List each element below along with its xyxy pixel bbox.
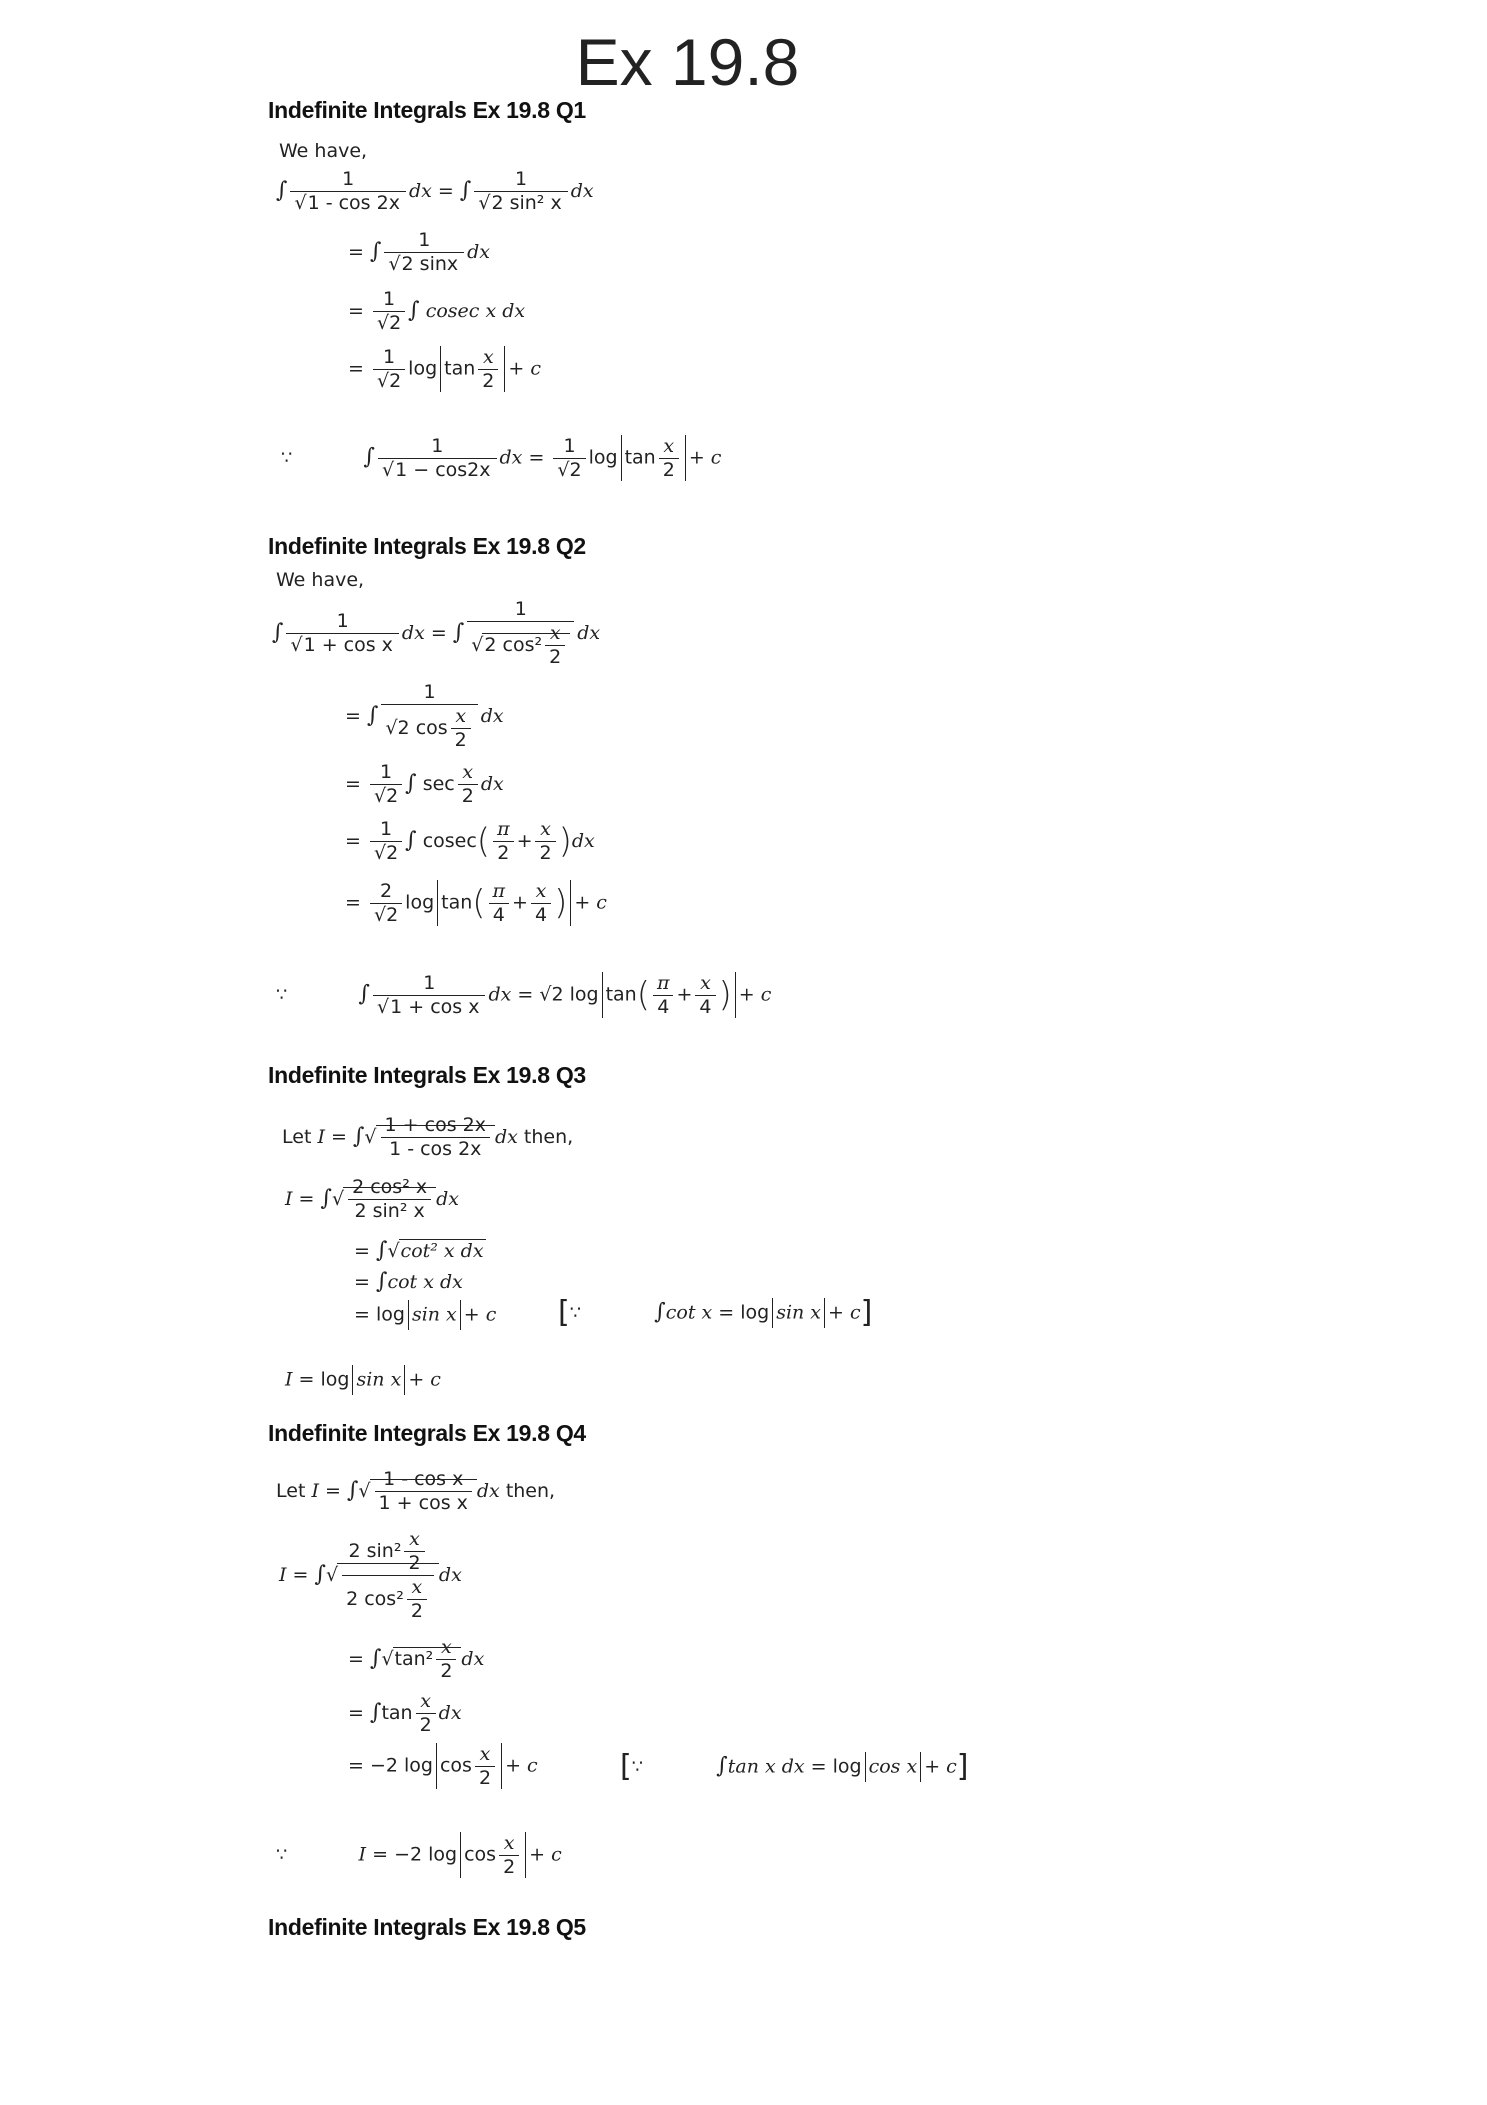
dx: dx bbox=[499, 446, 523, 469]
sec: sec bbox=[422, 773, 455, 795]
denominator: 2 cos² bbox=[346, 1588, 404, 1610]
dx: dx bbox=[480, 705, 504, 727]
denominator: 2 bbox=[461, 785, 474, 807]
radicand: 2 sin² x bbox=[491, 192, 562, 214]
denominator: 2 bbox=[419, 1714, 432, 1736]
heading-q5: Indefinite Integrals Ex 19.8 Q5 bbox=[268, 1914, 586, 1940]
radicand: cot² x dx bbox=[400, 1240, 484, 1262]
dx: dx bbox=[494, 1126, 518, 1148]
equals: = bbox=[528, 446, 545, 469]
since-symbol: ∵ bbox=[631, 1756, 645, 1778]
sqrt2: √2 bbox=[385, 717, 410, 739]
log: log bbox=[832, 1755, 862, 1778]
sqrt2-log: √2 log bbox=[539, 983, 599, 1006]
numerator: 1 bbox=[378, 437, 497, 459]
log: log bbox=[740, 1301, 770, 1324]
let-word: Let bbox=[276, 1480, 306, 1502]
q1-result: ∵ ∫ $\frac{1}{√1 - \cos 2x}$ dx = $\frac{1}{√2}$ log tan $\frac{x}{2}$ + c bbox=[281, 434, 722, 481]
q3-result bbox=[285, 1365, 441, 1395]
plus-c: + c bbox=[828, 1301, 861, 1324]
numerator: x bbox=[478, 348, 498, 370]
numerator: x bbox=[475, 1745, 495, 1767]
log: log bbox=[320, 1368, 350, 1391]
plus-c: + c bbox=[738, 983, 772, 1006]
log: log bbox=[405, 891, 435, 914]
denominator: √2 bbox=[376, 369, 402, 392]
q2-step-2: = ∫ 1 √2 cos $\frac{x}{2}$ dx bbox=[345, 681, 504, 751]
numerator: 1 bbox=[373, 974, 485, 996]
cosec: cosec bbox=[422, 830, 477, 852]
q2-step-5: = $\frac{2}{√2}$ log tan( $\frac{\pi}{4}$ + $\frac{x}{4}$ ) + c bbox=[345, 879, 607, 926]
plus-c: + c bbox=[408, 1368, 441, 1391]
plus-c: + c bbox=[574, 891, 607, 914]
q4-note: [∵ ∫tan x dx = log cos x + c] bbox=[620, 1749, 969, 1784]
denominator: 2 bbox=[497, 842, 510, 864]
q3-step-2: = ∫√cot² x dx bbox=[354, 1238, 484, 1263]
numerator: 1 bbox=[373, 348, 405, 370]
plus: + bbox=[512, 891, 528, 914]
denominator: √2 bbox=[557, 458, 582, 481]
numerator: x bbox=[499, 1834, 519, 1856]
numerator: x bbox=[458, 763, 478, 785]
cos: cos bbox=[439, 1754, 472, 1777]
numerator: 1 bbox=[381, 683, 477, 705]
equals: = bbox=[348, 1754, 364, 1777]
plus-c: + c bbox=[505, 1754, 538, 1777]
numerator: x bbox=[416, 1692, 436, 1714]
equals: = bbox=[348, 357, 364, 380]
equals: = bbox=[345, 773, 361, 795]
numerator: π bbox=[489, 882, 510, 904]
I-equals: I = bbox=[317, 1126, 347, 1148]
equals: = bbox=[437, 180, 454, 202]
denominator: 2 bbox=[478, 1766, 492, 1789]
numerator: 2 sin² bbox=[348, 1540, 402, 1562]
since-symbol: ∵ bbox=[281, 447, 294, 469]
dx: dx bbox=[488, 983, 512, 1006]
tan: tan bbox=[444, 357, 476, 380]
dx: dx bbox=[401, 622, 425, 644]
numerator: x bbox=[659, 437, 679, 459]
q1-step-3: = $\frac{1}{√2}$ ∫ cosec x dx bbox=[348, 288, 526, 334]
numerator: 1 - cos x bbox=[375, 1470, 472, 1492]
heading-q3: Indefinite Integrals Ex 19.8 Q3 bbox=[268, 1062, 586, 1088]
numerator: x bbox=[535, 820, 555, 842]
equals: = bbox=[354, 1303, 370, 1326]
log: log bbox=[408, 357, 438, 380]
numerator: π bbox=[493, 820, 514, 842]
sinx: sin x bbox=[356, 1368, 402, 1391]
I-equals: I = bbox=[311, 1480, 341, 1502]
equals: = bbox=[345, 705, 361, 727]
q1-step-4 bbox=[348, 346, 541, 392]
dx: dx bbox=[476, 1480, 500, 1502]
dx: dx bbox=[436, 1188, 459, 1210]
denominator: 2 bbox=[662, 458, 675, 481]
let-word: Let bbox=[282, 1126, 312, 1148]
dx: dx bbox=[438, 1564, 462, 1586]
q3-let: Let I = ∫√ $\frac{1 + \cos 2x}{1 - \cos 2x}$ dx then, bbox=[282, 1114, 574, 1160]
radicand: 1 − cos2x bbox=[395, 458, 491, 481]
denominator: 4 bbox=[699, 995, 712, 1018]
numerator: x bbox=[451, 707, 471, 729]
equals: = bbox=[348, 1702, 364, 1724]
numerator: x bbox=[695, 974, 715, 996]
I-equals: I = bbox=[285, 1368, 315, 1391]
cotx: cot x bbox=[665, 1301, 713, 1324]
then-word: then, bbox=[505, 1480, 556, 1502]
equals: = bbox=[430, 622, 447, 644]
denominator: 4 bbox=[657, 995, 670, 1018]
denominator: 4 bbox=[534, 903, 548, 926]
since-symbol: ∵ bbox=[569, 1302, 583, 1324]
denominator: 2 sin² x bbox=[354, 1200, 425, 1222]
equals: = bbox=[517, 983, 534, 1006]
denominator: 2 bbox=[549, 646, 562, 668]
denominator: 1 - cos 2x bbox=[389, 1138, 482, 1160]
dx: dx bbox=[571, 830, 595, 852]
equals: = bbox=[810, 1755, 827, 1778]
radicand: 1 + cos x bbox=[390, 995, 480, 1018]
dx: dx bbox=[467, 241, 491, 263]
dx: dx bbox=[577, 622, 601, 644]
equals: = bbox=[718, 1301, 735, 1324]
neg2log: −2 log bbox=[369, 1754, 433, 1777]
since-symbol: ∵ bbox=[276, 1844, 289, 1866]
denominator: 4 bbox=[492, 903, 505, 926]
dx: dx bbox=[461, 1648, 485, 1670]
log: log bbox=[588, 446, 618, 469]
numerator: 1 bbox=[290, 170, 405, 192]
denominator: 2 bbox=[539, 842, 552, 864]
plus: + bbox=[516, 830, 533, 852]
tanx-dx: tan x dx bbox=[727, 1755, 805, 1778]
q4-step-4 bbox=[348, 1743, 538, 1789]
numerator: 1 bbox=[384, 231, 464, 253]
dx: dx bbox=[570, 180, 594, 202]
tan: tan bbox=[624, 446, 656, 469]
dx: dx bbox=[438, 1702, 462, 1724]
numerator: 1 bbox=[286, 612, 398, 634]
I-equals: I = bbox=[285, 1188, 315, 1210]
numerator: 1 bbox=[553, 437, 585, 459]
q1-step-1: ∫ $\frac{1}{√1 - \cos 2x}$ dx = ∫ $\frac{1}{\text{√2 sin² x}}$ dx bbox=[276, 168, 594, 214]
denominator: 2 bbox=[410, 1600, 423, 1622]
denominator: 2 bbox=[408, 1552, 421, 1574]
denominator: 1 + cos x bbox=[378, 1492, 468, 1514]
I-equals: I = bbox=[279, 1564, 309, 1586]
numerator: 1 bbox=[467, 600, 574, 622]
q4-let: Let I = ∫√ $\frac{\text{1 - cos x}}{\text{1 + cos x}}$ dx then, bbox=[276, 1468, 556, 1514]
q2-result: ∵ ∫ $\frac{1}{\text{√1 + cos x}}$ dx = √2 log tan( $\frac{\pi}{4}$ + $\frac{x}{4}$ ) + c bbox=[276, 971, 772, 1018]
plus-c: + c bbox=[463, 1303, 497, 1326]
q2-step-3: = $\frac{1}{√2}$ ∫ sec $\frac{x}{2}$ dx bbox=[345, 761, 504, 807]
heading-q4: Indefinite Integrals Ex 19.8 Q4 bbox=[268, 1420, 586, 1446]
equals: = bbox=[345, 830, 361, 852]
denominator: 2 bbox=[440, 1660, 453, 1682]
numerator: 1 bbox=[373, 290, 405, 312]
denominator: √2 bbox=[373, 903, 399, 926]
numerator: x bbox=[545, 624, 565, 646]
tan-sq: tan² bbox=[394, 1648, 434, 1670]
tan: tan bbox=[381, 1702, 413, 1724]
denominator: √2 bbox=[373, 842, 399, 864]
numerator: x bbox=[531, 882, 551, 904]
numerator: 1 bbox=[474, 170, 567, 192]
radicand: 2 sinx bbox=[401, 253, 459, 275]
q1-we-have: We have, bbox=[279, 140, 368, 162]
equals: = bbox=[348, 300, 364, 322]
denominator: √2 bbox=[373, 785, 399, 807]
denominator: √2 bbox=[376, 312, 402, 334]
heading-q2: Indefinite Integrals Ex 19.8 Q2 bbox=[268, 533, 586, 559]
plus: + bbox=[676, 983, 693, 1006]
q1-step-2: = ∫ $\frac{1}{√2 \sin x}$ dx bbox=[348, 229, 491, 275]
sinx: sin x bbox=[411, 1303, 457, 1326]
heading-q1: Indefinite Integrals Ex 19.8 Q1 bbox=[268, 97, 586, 123]
q3-step-3: = ∫cot x dx bbox=[354, 1269, 463, 1294]
q2-we-have: We have, bbox=[276, 569, 365, 591]
sinx: sin x bbox=[776, 1301, 822, 1324]
numerator: 2 cos² x bbox=[348, 1178, 431, 1200]
plus-c: + c bbox=[508, 357, 541, 380]
plus-c: + c bbox=[924, 1755, 957, 1778]
q3-step-1: I = ∫√ $\frac{\text{2 cos² x}}{\text{2 sin² x}}$ dx bbox=[285, 1176, 459, 1222]
denominator: 2 bbox=[482, 369, 495, 392]
plus-c: + c bbox=[688, 446, 722, 469]
denominator: 2 bbox=[503, 1855, 516, 1878]
plus-c: + c bbox=[529, 1843, 562, 1866]
numerator: 2 bbox=[370, 882, 402, 904]
page-title: Ex 19.8 bbox=[575, 25, 800, 99]
dx: dx bbox=[408, 180, 432, 202]
dx: dx bbox=[480, 773, 504, 795]
I-equals: I = bbox=[358, 1843, 389, 1866]
equals: = bbox=[345, 891, 361, 914]
q4-result bbox=[276, 1832, 562, 1878]
tan: tan bbox=[441, 891, 473, 914]
radicand: 1 - cos 2x bbox=[307, 192, 400, 214]
tan: tan bbox=[605, 983, 637, 1006]
q3-note: [∵ ∫cot x = log sin x + c] bbox=[558, 1295, 873, 1330]
numerator: 1 bbox=[370, 763, 402, 785]
radicand: 1 + cos x bbox=[303, 634, 393, 656]
cos: cos bbox=[415, 717, 448, 739]
then-word: then, bbox=[523, 1126, 574, 1148]
radicand: 2 cos² bbox=[484, 634, 543, 656]
equals: = bbox=[348, 1648, 364, 1670]
q3-step-4 bbox=[354, 1300, 496, 1330]
equals: = bbox=[348, 241, 364, 263]
q2-step-4: = $\frac{1}{√2}$ ∫ cosec( $\frac{\pi}{2}$ + $\frac{x}{2}$ )dx bbox=[345, 818, 595, 864]
since-symbol: ∵ bbox=[276, 984, 289, 1006]
numerator: x bbox=[436, 1638, 456, 1660]
q4-step-1: I = ∫√ 2 sin² $\frac{x}{2}$ 2 cos² $\frac{x}{2}$ dx bbox=[279, 1528, 462, 1622]
q2-step-1: ∫ $\frac{1}{\text{√1 + cos x}}$ dx = ∫ 1 √2 cos² $\frac{x}{2}$ dx bbox=[272, 598, 601, 668]
integrand: cosec x dx bbox=[425, 300, 526, 322]
log: log bbox=[375, 1303, 405, 1326]
numerator: x bbox=[404, 1530, 424, 1552]
numerator: 1 bbox=[370, 820, 402, 842]
q4-step-2: = ∫√tan² $\frac{x}{2}$ dx bbox=[348, 1636, 485, 1682]
integrand: cot x dx bbox=[387, 1271, 463, 1293]
cos: cos bbox=[464, 1843, 497, 1866]
numerator: 1 + cos 2x bbox=[381, 1116, 490, 1138]
numerator: x bbox=[407, 1578, 427, 1600]
numerator: π bbox=[653, 974, 674, 996]
cosx: cos x bbox=[868, 1755, 918, 1778]
neg2log: −2 log bbox=[394, 1843, 458, 1866]
q4-step-3: = ∫tan $\frac{x}{2}$ dx bbox=[348, 1690, 462, 1736]
equals: = bbox=[354, 1240, 370, 1262]
denominator: 2 bbox=[454, 729, 467, 751]
equals: = bbox=[354, 1271, 370, 1293]
